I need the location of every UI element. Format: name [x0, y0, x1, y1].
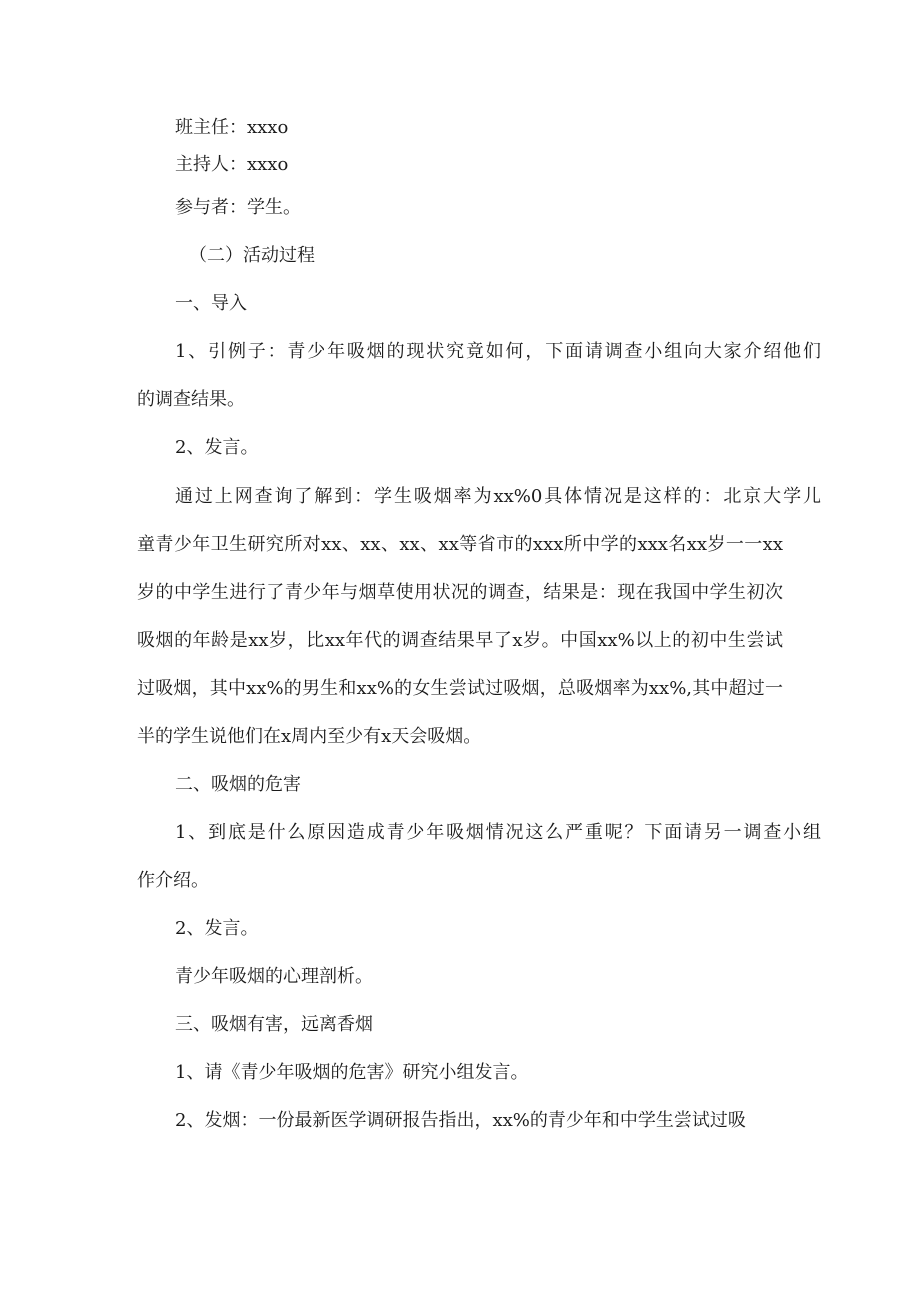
text-line: 青少年吸烟的心理剖析。 [175, 966, 373, 987]
section-heading-stay-away: 三、吸烟有害，远离香烟 [175, 1014, 373, 1035]
text-line: 2、发言。 [175, 918, 259, 939]
text-line: 2、发言。 [175, 437, 259, 458]
text-line-head-teacher: 班主任：xxxo [175, 117, 289, 138]
section-heading-harm: 二、吸烟的危害 [175, 774, 301, 795]
text-line-host: 主持人：xxxo [175, 154, 289, 175]
text-line: 童青少年卫生研究所对xx、xx、xx、xx等省市的xxx所中学的xxx名xx岁一一xx [137, 534, 783, 555]
text-line: 的调查结果。 [137, 389, 245, 410]
text-line: 吸烟的年龄是xx岁，比xx年代的调查结果早了x岁。中国xx%以上的初中生尝试 [137, 630, 783, 651]
text-line: 通过上网查询了解到：学生吸烟率为xx%0具体情况是这样的：北京大学儿 [175, 486, 821, 507]
text-line: 半的学生说他们在x周内至少有x天会吸烟。 [137, 726, 482, 747]
section-heading-intro: 一、导入 [175, 293, 247, 314]
text-line: 1、引例子：青少年吸烟的现状究竟如何，下面请调查小组向大家介绍他们 [175, 341, 821, 362]
text-line: 岁的中学生进行了青少年与烟草使用状况的调查，结果是：现在我国中学生初次 [137, 582, 783, 603]
text-line: 作介绍。 [137, 870, 209, 891]
text-line: 2、发烟：一份最新医学调研报告指出，xx%的青少年和中学生尝试过吸 [175, 1110, 746, 1131]
section-heading-activity-process: （二）活动过程 [189, 245, 315, 266]
text-line: 过吸烟，其中xx%的男生和xx%的女生尝试过吸烟，总吸烟率为xx%,其中超过一 [137, 678, 783, 699]
text-line: 1、请《青少年吸烟的危害》研究小组发言。 [175, 1062, 529, 1083]
text-line: 1、到底是什么原因造成青少年吸烟情况这么严重呢？下面请另一调查小组 [175, 822, 821, 843]
text-line-participants: 参与者：学生。 [175, 197, 301, 218]
